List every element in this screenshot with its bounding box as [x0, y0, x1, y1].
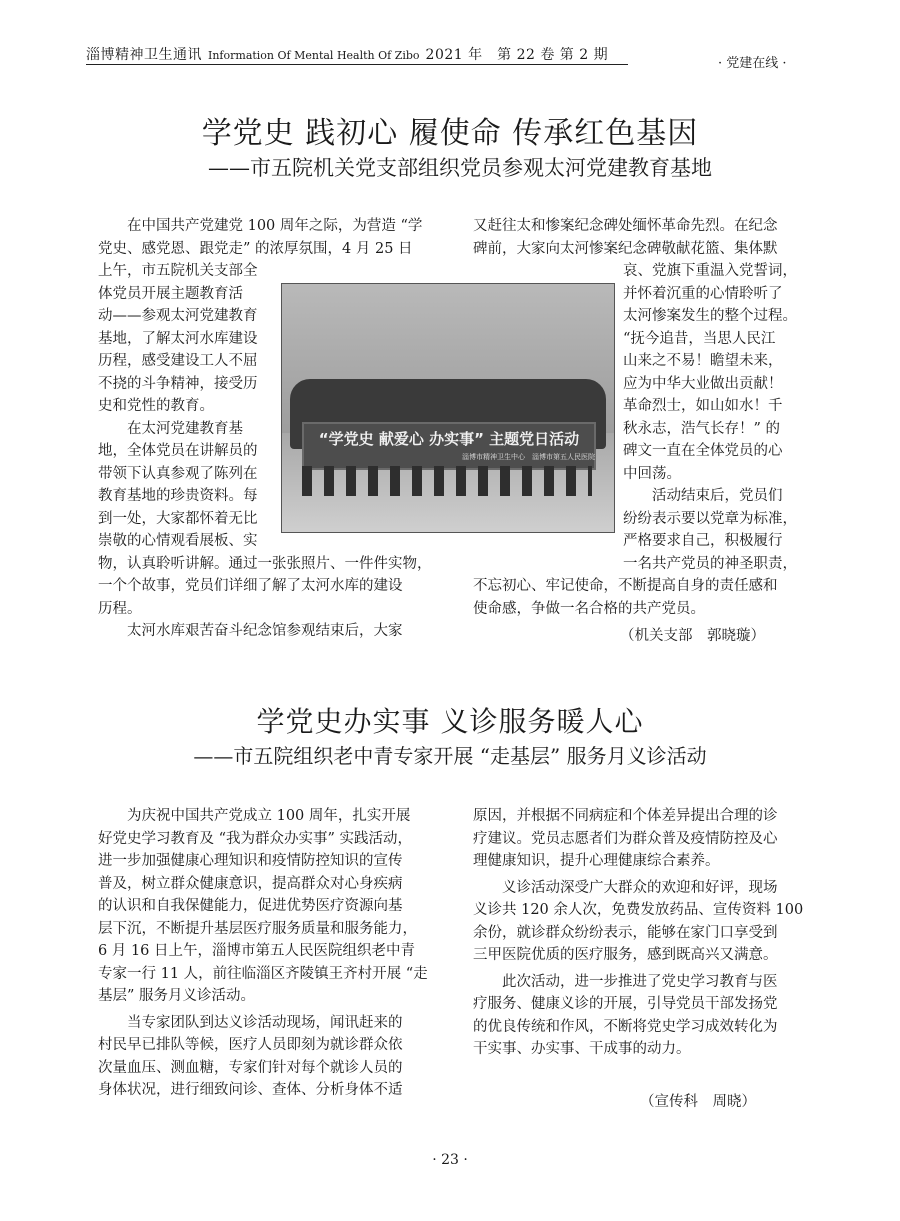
- paragraph: 物，认真聆听讲解。通过一张张照片、一件件实物， 一个个故事，党员们详细了解了太河水库的建设 历程。: [98, 555, 432, 617]
- paragraph: 太河水库艰苦奋斗纪念馆参观结束后，大家: [127, 623, 403, 639]
- paragraph: 为庆祝中国共产党成立 100 周年，扎实开展 好党史学习教育及 “我为群众办实事” 实践活动， 进一步加强健康心理知识和疫情防控知识的宣传 普及，树立群众健康意识，提高群众对心身疾病 的认识和自我保健能力，促进优势医疗资源向基 层下沉，不断提升基层医疗服务质量和服务能力， 6 月 16 日上午，淄博市第五人民医院组织老中青 专家一行 11 人，前往临淄区齐陵镇王齐村开展 “走 基层” 服务月义诊活动。: [98, 808, 428, 1004]
- header-rule: [86, 64, 628, 65]
- paragraph: 此次活动，进一步推进了党史学习教育与医 疗服务、健康义诊的开展，引导党员干部发扬党 的优良传统和作风，不断将党史学习成效转化为 干实事、办实事、干成事的动力。: [473, 973, 778, 1057]
- paragraph: 又赶往太和惨案纪念碑处缅怀革命先烈。在纪念 碑前，大家向太河惨案纪念碑敬献花篮、集体默: [473, 218, 778, 257]
- journal-name: 淄博精神卫生通讯: [86, 47, 202, 63]
- paragraph: 活动结束后，党员们: [652, 488, 783, 504]
- article1-subtitle: ——市五院机关党支部组织党员参观太河党建教育基地: [208, 156, 712, 180]
- journal-name-en: Information Of Mental Health Of Zibo: [208, 49, 420, 62]
- issue-info: 2021 年 第 22 卷 第 2 期: [425, 47, 609, 63]
- article2-signature: （宣传科 周晓）: [640, 1094, 756, 1110]
- article1-signature: （机关支部 郭晓璇）: [620, 628, 765, 644]
- paragraph: 哀、党旗下重温入党誓词， 并怀着沉重的心情聆听了 太河惨案发生的整个过程。 “抚今追昔，当思人民江 山来之不易！瞻望未来， 应为中华大业做出贡献！ 革命烈士，如山如水！千 秋永志，浩气长存！” 的 碑文一直在全体党员的心 中回荡。: [623, 263, 797, 482]
- paragraph: 在中国共产党建党 100 周年之际，为营造 “学 党史、感党恩、跟党走” 的浓厚氛围，4 月 25 日: [98, 218, 423, 257]
- paragraph: 在太河党建教育基: [127, 420, 243, 437]
- article1-title: 学党史 践初心 履使命 传承红色基因: [201, 116, 699, 151]
- running-header: [86, 44, 608, 64]
- paragraph: 原因，并根据不同病症和个体差异提出合理的诊 疗建议。党员志愿者们为群众普及疫情防控及心 理健康知识，提升心理健康综合素养。: [473, 808, 778, 869]
- article2-title: 学党史办实事 义诊服务暖人心: [256, 705, 644, 738]
- article2-left-column: [98, 805, 438, 1102]
- page-number: · 23 ·: [432, 1152, 468, 1168]
- paragraph: 不忘初心、牢记使命，不断提高自身的责任感和 使命感，争做一名合格的共产党员。: [473, 578, 778, 617]
- photo-banner-sub: 淄博市精神卫生中心 淄博市第五人民医院: [462, 453, 595, 461]
- article2-right-column: [473, 805, 808, 1061]
- paragraph: 上午，市五院机关支部全 体党员开展主题教育活 动——参观太河党建教育 基地，了解太河水库建设 历程，感受建设工人不屈 不挠的斗争精神，接受历 史和党性的教育。: [98, 263, 258, 414]
- paragraph: 义诊活动深受广大群众的欢迎和好评，现场 义诊共 120 余人次，免费发放药品、宣传资料 100 余份，就诊群众纷纷表示，能够在家门口享受到 三甲医院优质的医疗服务，感到既高兴又满意。: [473, 879, 804, 963]
- article1-right-column: [473, 215, 805, 620]
- article2-subtitle: ——市五院组织老中青专家开展 “走基层” 服务月义诊活动: [193, 744, 707, 768]
- paragraph: 地，全体党员在讲解员的 带领下认真参观了陈列在 教育基地的珍贵资料。每 到一处，大家都怀着无比 崇敬的心情观看展板、实: [98, 443, 258, 549]
- paragraph: 纷纷表示要以党章为标准， 严格要求自己，积极履行 一名共产党员的神圣职责，: [623, 510, 797, 572]
- photo-banner: “学党史 献爱心 办实事” 主题党日活动: [302, 422, 596, 470]
- paragraph: 当专家团队到达义诊活动现场，闻讯赶来的 村民早已排队等候，医疗人员即刻为就诊群众依 次量血压、测血糖，专家们针对每个就诊人员的 身体状况，进行细致问诊、查体、分析身体不适: [98, 1014, 403, 1098]
- section-label: · 党建在线 ·: [718, 56, 787, 71]
